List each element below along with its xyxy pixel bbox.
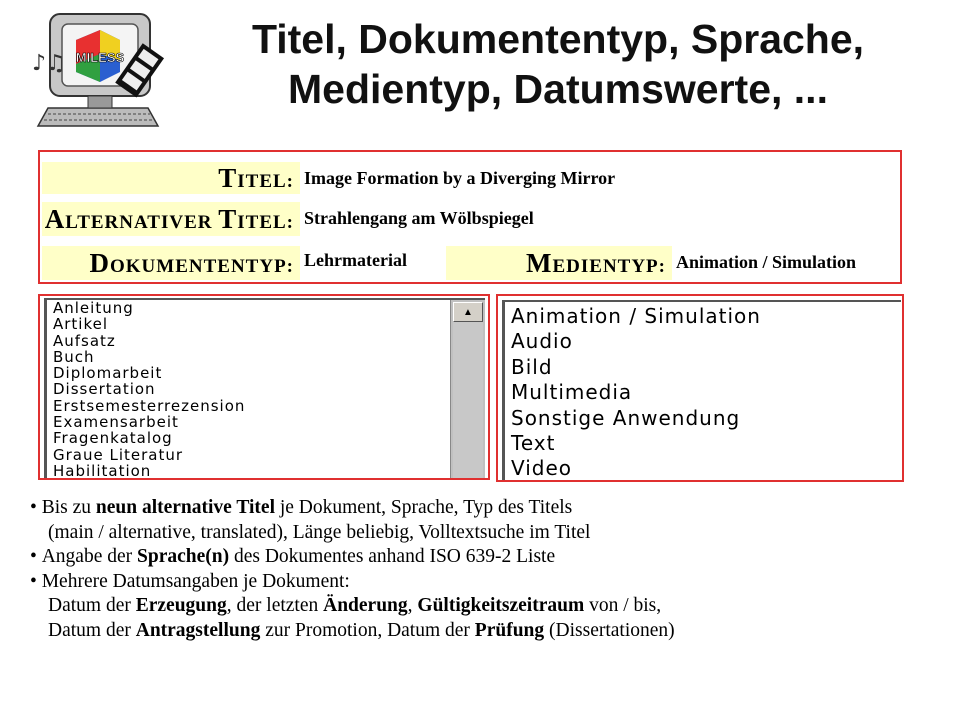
svg-text:♪♫: ♪♫ [32, 51, 66, 76]
media-type-listbox[interactable] [496, 294, 904, 482]
doc-type-scrollbar[interactable] [450, 300, 485, 480]
list-item[interactable]: Multimedia [511, 380, 633, 405]
scroll-up-arrow-icon[interactable]: ▲ [453, 302, 483, 322]
medientyp-value[interactable]: Animation / Simulation [676, 252, 857, 272]
dokumententyp-value[interactable]: Lehrmaterial [304, 250, 407, 270]
list-item[interactable]: Video [511, 456, 573, 481]
list-item[interactable]: Examensarbeit [53, 413, 179, 432]
bullet-continuation: (main / alternative, translated), Länge beliebig, Volltextsuche im Titel [48, 521, 591, 543]
doc-type-listbox[interactable] [38, 294, 490, 480]
titel-value[interactable]: Image Formation by a Diverging Mirror [304, 168, 616, 188]
bullet-continuation: Datum der Erzeugung, der letzten Änderung, Gültigkeitszeitraum von / bis, [48, 595, 662, 616]
media-type-items [511, 304, 761, 482]
logo-text: MILESS [75, 50, 125, 65]
slide-title [178, 14, 938, 114]
list-item[interactable]: Artikel [53, 315, 109, 334]
list-item[interactable]: Dissertation [53, 380, 156, 399]
list-item[interactable]: Aufsatz [53, 331, 116, 350]
bullet-item: • Mehrere Datumsangaben je Dokument: [30, 570, 350, 592]
media-type-list-area [502, 300, 901, 480]
bullet-item: • Bis zu neun alternative Titel je Dokument, Sprache, Typ des Titels [30, 497, 573, 518]
metadata-form [38, 150, 902, 284]
list-item[interactable]: Anleitung [53, 299, 134, 317]
dokumententyp-label: DOKUMENTENTYP: [42, 246, 300, 280]
scroll-track[interactable] [453, 322, 483, 480]
list-item[interactable]: Bild [511, 354, 553, 379]
list-item[interactable]: Habilitation [53, 461, 152, 480]
bullet-continuation: Datum der Antragstellung zur Promotion, Datum der Prüfung (Dissertationen) [48, 619, 675, 641]
title-line-1: Titel, Dokumententyp, Sprache, [251, 16, 865, 62]
alt-titel-value[interactable]: Strahlengang am Wölbspiegel [304, 208, 534, 228]
title-line-2: Medientyp, Datumswerte, ... [288, 66, 828, 112]
list-item[interactable]: Buch [53, 347, 95, 366]
bullet-item: • Angabe der Sprache(n) des Dokumentes anhand ISO 639-2 Liste [30, 546, 556, 567]
list-item[interactable]: Audio [511, 329, 573, 354]
list-item[interactable]: Graue Literatur [53, 445, 184, 464]
list-item[interactable]: Diplomarbeit [53, 364, 163, 383]
list-item[interactable]: Fragenkatalog [53, 429, 173, 448]
bullet-list [30, 496, 930, 643]
list-item[interactable]: Text [511, 431, 556, 456]
miless-logo [28, 10, 168, 130]
doc-type-items [53, 300, 245, 479]
list-item[interactable]: Erstsemesterrezension [53, 396, 246, 415]
medientyp-label: MEDIENTYP: [446, 246, 672, 280]
list-item[interactable]: Sonstige Anwendung [511, 405, 741, 430]
alt-titel-label: ALTERNATIVER TITEL: [42, 202, 300, 236]
titel-label: TITEL: [42, 162, 300, 194]
list-item[interactable]: Animation / Simulation [511, 304, 761, 328]
doc-type-list-area [44, 298, 485, 480]
